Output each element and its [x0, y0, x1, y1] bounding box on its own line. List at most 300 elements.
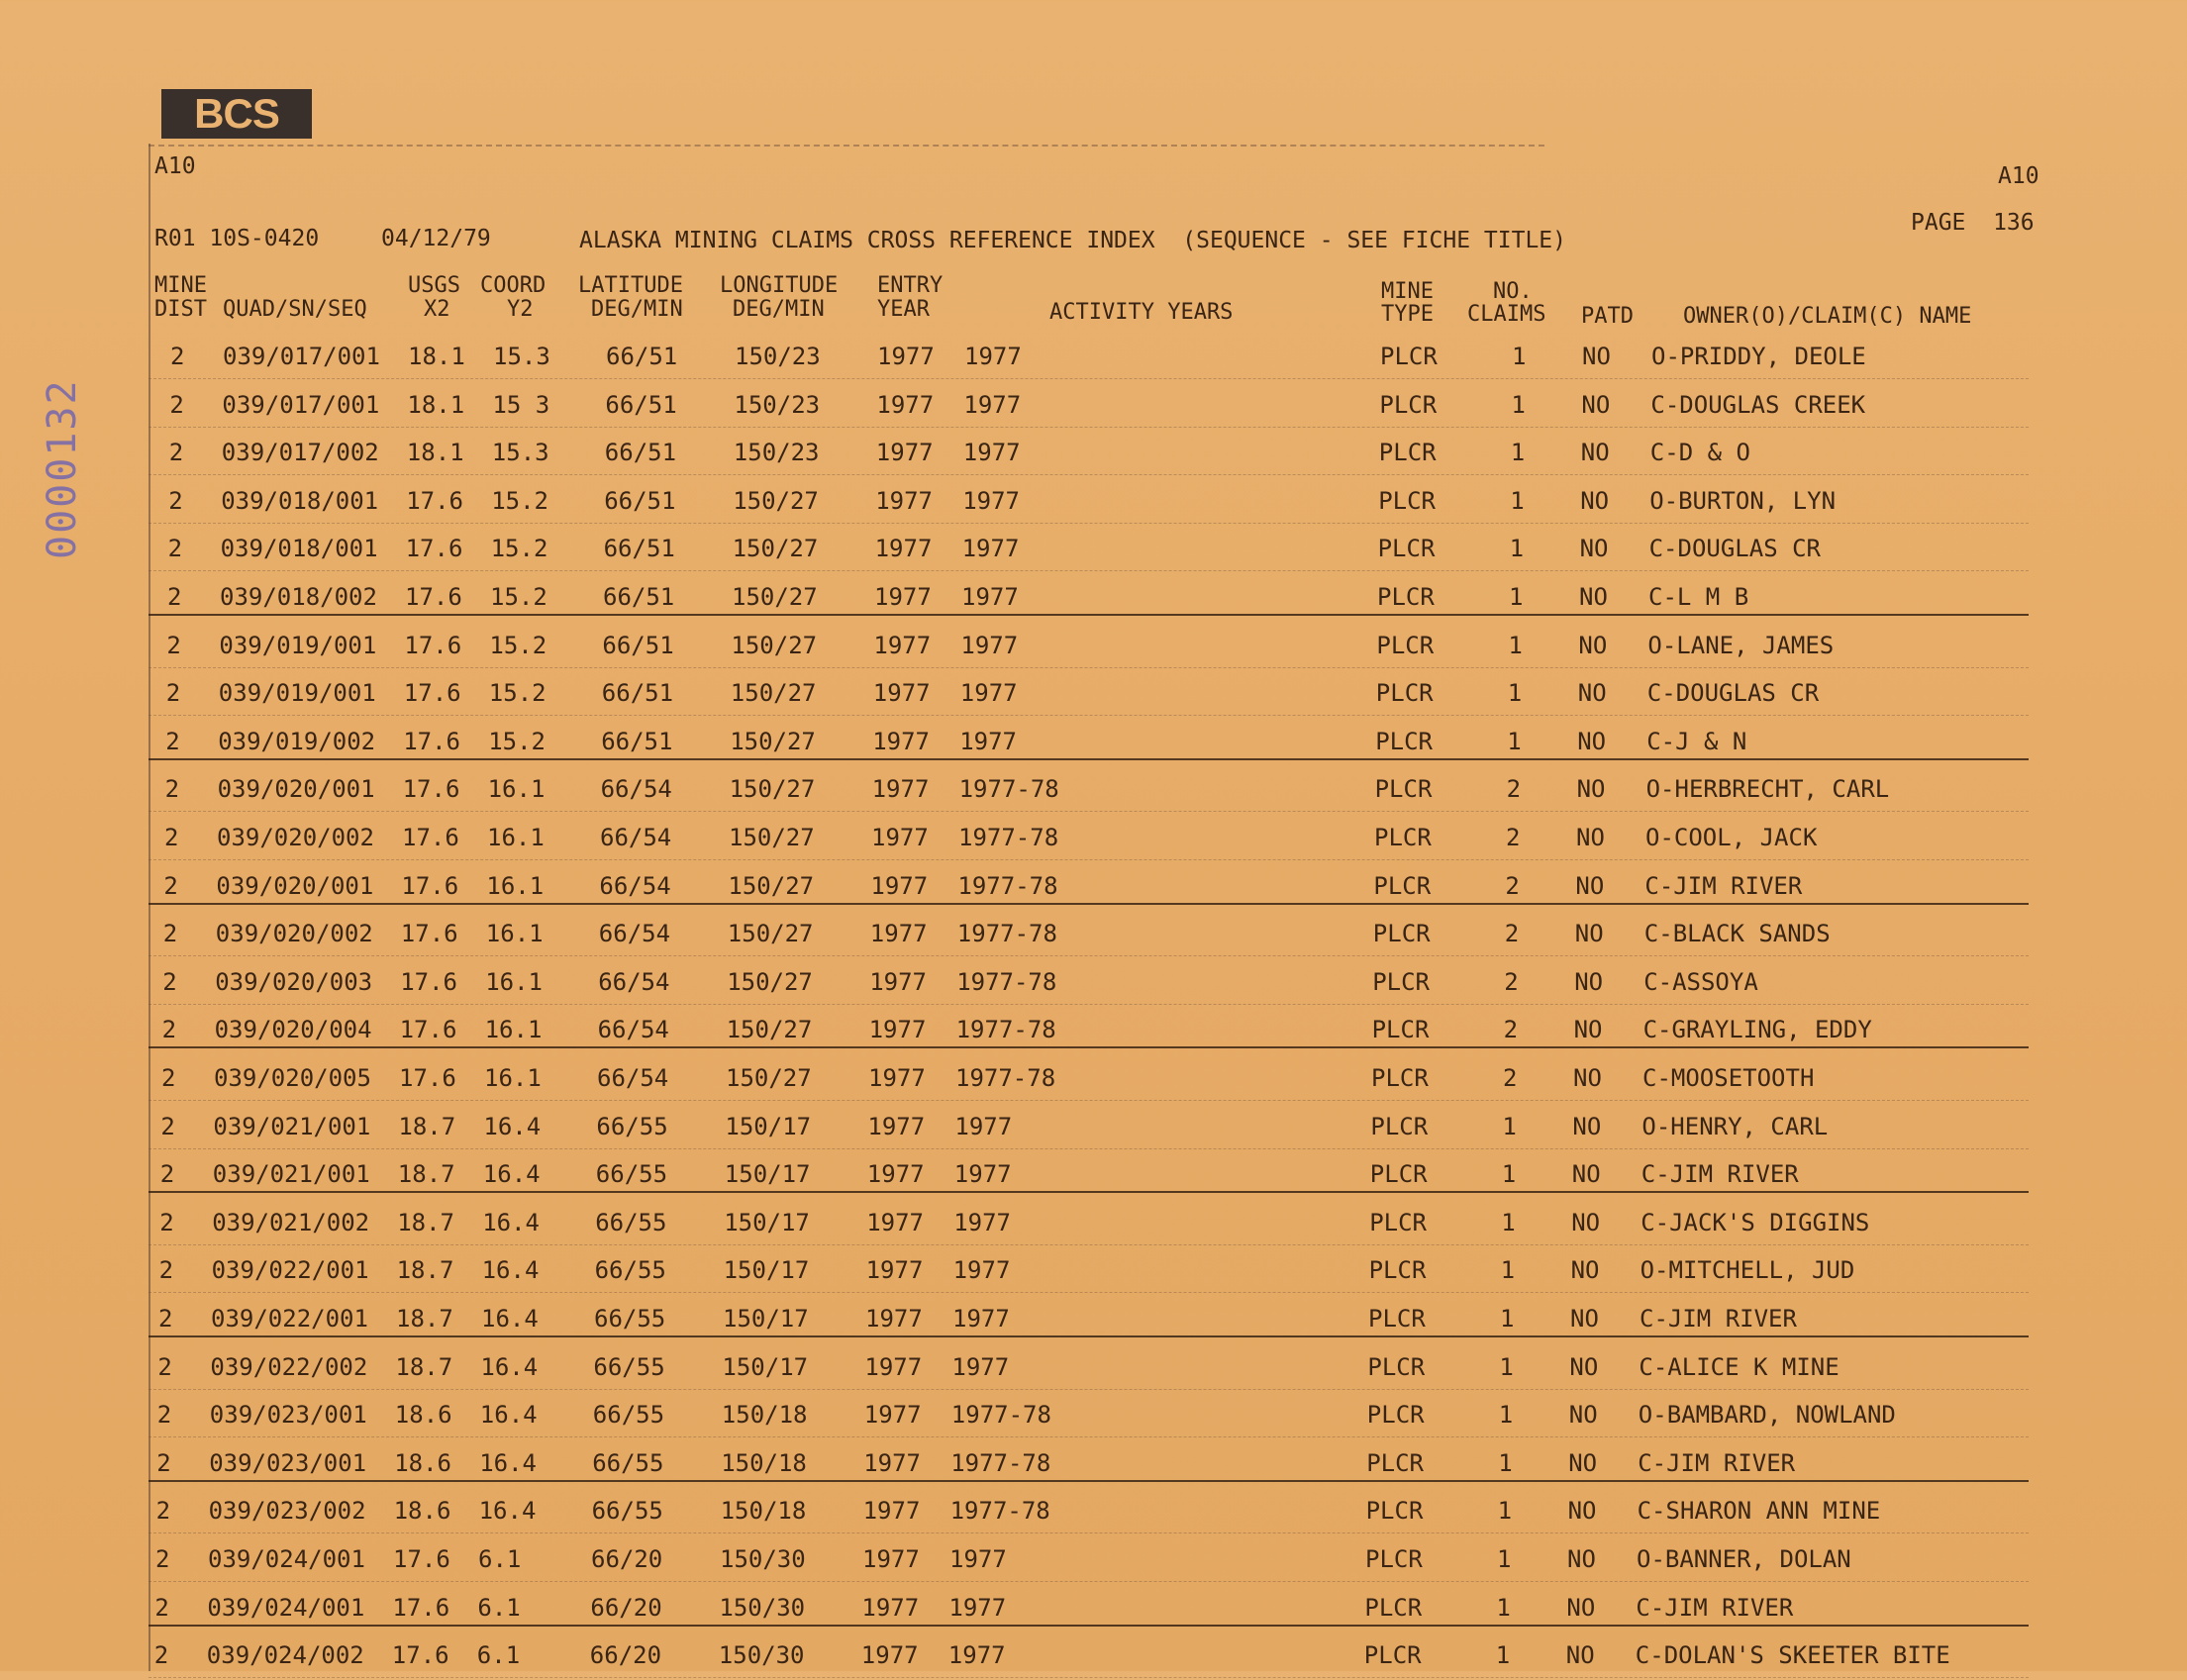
cell-usgs-x2: 17.6: [404, 631, 462, 659]
cell-latitude: 66/55: [591, 1497, 663, 1526]
table-row: [0, 438, 2187, 477]
cell-coord-y2: 15 3: [492, 390, 550, 419]
cell-owner-claim-name: O-BAMBARD, NOWLAND: [1638, 1401, 1896, 1430]
cell-quad: 039/022/001: [211, 1305, 368, 1333]
cell-claims: 2: [1503, 1064, 1518, 1092]
cell-mine-dist: 2: [170, 343, 185, 370]
row-rule: [149, 667, 2029, 668]
cell-longitude: 150/27: [730, 727, 816, 755]
cell-claims: 1: [1502, 1112, 1517, 1140]
cell-owner-claim-name: C-JIM RIVER: [1640, 1160, 1799, 1189]
cell-usgs-x2: 18.1: [406, 439, 464, 467]
cell-usgs-x2: 17.6: [403, 727, 460, 755]
table-row: [0, 1496, 2187, 1535]
row-rule: [149, 1677, 2029, 1678]
cell-longitude: 150/17: [724, 1160, 811, 1189]
cell-owner-claim-name: C-JACK'S DIGGINS: [1640, 1208, 1870, 1236]
cell-quad: 039/020/001: [216, 871, 374, 900]
cell-longitude: 150/30: [718, 1641, 805, 1670]
cell-entry-year: 1977: [872, 727, 930, 755]
cell-quad: 039/023/002: [208, 1497, 366, 1526]
cell-usgs-x2: 18.7: [398, 1112, 456, 1140]
cell-patd: NO: [1565, 1641, 1595, 1670]
cell-latitude: 66/51: [603, 583, 675, 611]
cell-activity-years: 1977-78: [955, 1016, 1056, 1044]
cell-activity-years: 1977: [954, 1112, 1013, 1140]
cell-coord-y2: 16.1: [485, 967, 543, 996]
cell-owner-claim-name: C-J & N: [1646, 727, 1747, 755]
cell-activity-years: 1977: [953, 1160, 1012, 1189]
cell-mine-dist: 2: [153, 1641, 169, 1670]
cell-owner-claim-name: C-SHARON ANN MINE: [1637, 1497, 1881, 1526]
report-id: R01 10S-0420: [154, 226, 320, 251]
cell-latitude: 66/51: [602, 631, 674, 659]
cell-owner-claim-name: O-COOL, JACK: [1645, 824, 1818, 851]
cell-entry-year: 1977: [873, 631, 932, 659]
cell-latitude: 66/20: [591, 1545, 663, 1573]
row-rule: [149, 1148, 2029, 1149]
cell-entry-year: 1977: [865, 1256, 924, 1285]
cell-mine-type: PLCR: [1369, 1208, 1427, 1236]
form-top-border: [149, 145, 1544, 148]
cell-latitude: 66/54: [597, 1064, 669, 1092]
cell-usgs-x2: 17.6: [402, 824, 459, 851]
cell-activity-years: 1977-78: [958, 775, 1059, 804]
table-row: [0, 1593, 2187, 1632]
table-row: [0, 1448, 2187, 1488]
cell-mine-type: PLCR: [1365, 1545, 1423, 1573]
cell-coord-y2: 16.4: [482, 1208, 540, 1236]
cell-patd: NO: [1568, 1401, 1598, 1430]
cell-coord-y2: 15.2: [490, 583, 547, 611]
cell-owner-claim-name: C-L M B: [1648, 583, 1749, 611]
cell-latitude: 66/51: [605, 390, 677, 419]
table-row: [0, 390, 2187, 430]
cell-usgs-x2: 17.6: [399, 1064, 456, 1092]
cell-usgs-x2: 17.6: [393, 1545, 450, 1573]
cell-entry-year: 1977: [875, 486, 933, 515]
cell-owner-claim-name: O-BANNER, DOLAN: [1637, 1545, 1851, 1573]
cell-entry-year: 1977: [872, 679, 931, 708]
cell-activity-years: 1977: [964, 343, 1022, 370]
cell-claims: 1: [1501, 1160, 1517, 1189]
cell-activity-years: 1977: [952, 1305, 1010, 1333]
cell-patd: NO: [1567, 1497, 1597, 1526]
cell-claims: 1: [1511, 390, 1526, 419]
cell-quad: 039/024/001: [207, 1593, 365, 1622]
strike-line: [149, 758, 2029, 760]
cell-mine-type: PLCR: [1375, 679, 1434, 708]
col-longitude-2: DEG/MIN: [733, 297, 825, 322]
cell-longitude: 150/18: [720, 1497, 807, 1526]
table-row: [0, 919, 2187, 958]
cell-patd: NO: [1567, 1545, 1596, 1573]
cell-mine-type: PLCR: [1377, 535, 1436, 563]
cell-patd: NO: [1576, 775, 1606, 804]
row-rule: [149, 523, 2029, 524]
cell-longitude: 150/23: [733, 439, 820, 467]
cell-mine-type: PLCR: [1364, 1593, 1423, 1622]
cell-owner-claim-name: O-PRIDDY, DEOLE: [1651, 343, 1866, 370]
cell-latitude: 66/20: [589, 1641, 662, 1670]
cell-usgs-x2: 18.7: [397, 1208, 454, 1236]
table-row: [0, 1640, 2187, 1680]
cell-claims: 1: [1500, 1305, 1515, 1333]
table-row: [0, 678, 2187, 718]
cell-quad: 039/020/002: [217, 824, 374, 851]
cell-latitude: 66/51: [604, 486, 676, 515]
cell-usgs-x2: 18.7: [396, 1305, 453, 1333]
cell-mine-dist: 2: [164, 824, 179, 851]
cell-mine-dist: 2: [158, 1256, 174, 1285]
cell-owner-claim-name: C-JIM RIVER: [1636, 1593, 1794, 1622]
cell-quad: 039/020/002: [215, 920, 373, 948]
cell-coord-y2: 16.1: [484, 1064, 542, 1092]
cell-entry-year: 1977: [866, 1160, 925, 1189]
row-rule: [149, 859, 2029, 860]
cell-patd: NO: [1581, 390, 1611, 419]
cell-quad: 039/021/001: [212, 1160, 370, 1189]
table-row: [0, 823, 2187, 862]
cell-quad: 039/024/002: [206, 1641, 364, 1670]
cell-activity-years: 1977: [951, 1352, 1010, 1381]
cell-mine-dist: 2: [162, 920, 178, 948]
cell-owner-claim-name: C-DOUGLAS CR: [1648, 535, 1821, 563]
cell-claims: 1: [1507, 679, 1523, 708]
cell-usgs-x2: 18.7: [396, 1256, 454, 1285]
cell-entry-year: 1977: [865, 1305, 923, 1333]
cell-owner-claim-name: C-BLACK SANDS: [1643, 920, 1831, 948]
cell-quad: 039/022/002: [210, 1352, 368, 1381]
cell-activity-years: 1977: [959, 679, 1018, 708]
cell-usgs-x2: 17.6: [402, 775, 460, 804]
cell-patd: NO: [1577, 727, 1607, 755]
cell-claims: 1: [1500, 1256, 1516, 1285]
row-rule: [149, 378, 2029, 379]
cell-mine-dist: 2: [168, 439, 184, 467]
cell-mine-type: PLCR: [1372, 920, 1431, 948]
cell-owner-claim-name: C-D & O: [1649, 439, 1750, 467]
cell-latitude: 66/54: [598, 967, 670, 996]
cell-activity-years: 1977: [962, 439, 1021, 467]
cell-claims: 2: [1503, 1016, 1519, 1044]
cell-owner-claim-name: O-BURTON, LYN: [1649, 486, 1837, 515]
cell-usgs-x2: 17.6: [400, 920, 458, 948]
cell-patd: NO: [1573, 1016, 1603, 1044]
col-quad: QUAD/SN/SEQ: [223, 297, 367, 322]
col-owner: OWNER(O)/CLAIM(C) NAME: [1683, 304, 1972, 329]
cell-activity-years: 1977: [961, 583, 1019, 611]
cell-claims: 2: [1504, 920, 1520, 948]
cell-mine-type: PLCR: [1363, 1641, 1422, 1670]
cell-claims: 1: [1497, 1545, 1512, 1573]
col-usgs-1: USGS: [408, 273, 460, 298]
cell-latitude: 66/55: [594, 1305, 666, 1333]
cell-entry-year: 1977: [861, 1593, 920, 1622]
cell-coord-y2: 16.1: [487, 824, 545, 851]
strike-line: [149, 903, 2029, 905]
strike-line: [149, 1191, 2029, 1193]
cell-mine-dist: 2: [159, 1160, 175, 1189]
cell-entry-year: 1977: [863, 1401, 922, 1430]
cell-patd: NO: [1572, 1112, 1602, 1140]
cell-coord-y2: 16.4: [482, 1160, 541, 1189]
col-coord-1: COORD: [480, 273, 547, 298]
cell-coord-y2: 6.1: [476, 1641, 521, 1670]
cell-entry-year: 1977: [876, 390, 935, 419]
cell-claims: 1: [1512, 343, 1527, 370]
cell-activity-years: 1977-78: [950, 1448, 1051, 1477]
cell-claims: 1: [1499, 1352, 1514, 1381]
cell-patd: NO: [1576, 824, 1605, 851]
cell-activity-years: 1977-78: [949, 1497, 1050, 1526]
cell-longitude: 150/17: [723, 1256, 810, 1285]
cell-coord-y2: 15.2: [488, 727, 546, 755]
cell-entry-year: 1977: [874, 583, 932, 611]
cell-patd: NO: [1580, 439, 1610, 467]
table-row: [0, 1352, 2187, 1392]
cell-patd: NO: [1575, 871, 1605, 900]
cell-claims: 2: [1506, 775, 1522, 804]
bcs-logo: BCS: [161, 89, 312, 139]
strike-line: [149, 1046, 2029, 1048]
cell-usgs-x2: 18.1: [407, 390, 465, 419]
cell-longitude: 150/27: [731, 631, 818, 659]
cell-mine-type: PLCR: [1380, 343, 1438, 370]
cell-longitude: 150/27: [730, 679, 817, 708]
cell-longitude: 150/17: [723, 1305, 809, 1333]
cell-activity-years: 1977: [949, 1545, 1007, 1573]
cell-activity-years: 1977: [952, 1256, 1011, 1285]
cell-longitude: 150/17: [724, 1208, 810, 1236]
cell-claims: 1: [1510, 486, 1525, 515]
cell-mine-dist: 2: [154, 1593, 169, 1622]
cell-activity-years: 1977: [947, 1641, 1006, 1670]
cell-mine-dist: 2: [169, 390, 184, 419]
cell-coord-y2: 15.3: [493, 343, 550, 370]
cell-patd: NO: [1580, 486, 1610, 515]
cell-activity-years: 1977-78: [950, 1401, 1051, 1430]
cell-longitude: 150/17: [725, 1112, 812, 1140]
cell-owner-claim-name: C-MOOSETOOTH: [1642, 1064, 1815, 1092]
cell-entry-year: 1977: [863, 1448, 921, 1477]
col-coord-2: Y2: [507, 297, 534, 322]
cell-quad: 039/020/003: [215, 967, 373, 996]
cell-mine-type: PLCR: [1367, 1352, 1426, 1381]
cell-coord-y2: 15.2: [489, 631, 547, 659]
table-row: [0, 1304, 2187, 1343]
cell-usgs-x2: 17.6: [401, 871, 459, 900]
cell-activity-years: 1977: [959, 727, 1017, 755]
cell-quad: 039/023/001: [209, 1448, 367, 1477]
cell-activity-years: 1977: [960, 631, 1019, 659]
cell-claims: 1: [1501, 1208, 1516, 1236]
cell-mine-dist: 2: [155, 1545, 170, 1573]
cell-coord-y2: 16.4: [481, 1256, 540, 1285]
cell-usgs-x2: 18.6: [394, 1401, 452, 1430]
table-row: [0, 1255, 2187, 1295]
row-rule: [149, 1100, 2029, 1101]
cell-usgs-x2: 17.6: [392, 1593, 450, 1622]
cell-patd: NO: [1574, 920, 1604, 948]
table-row: [0, 727, 2187, 766]
cell-entry-year: 1977: [864, 1352, 923, 1381]
cell-coord-y2: 16.1: [486, 871, 545, 900]
cell-mine-type: PLCR: [1371, 1016, 1430, 1044]
col-mine-type-1: MINE: [1381, 279, 1434, 304]
cell-quad: 039/018/002: [220, 583, 377, 611]
col-entry-2: YEAR: [877, 297, 930, 322]
cell-mine-dist: 2: [164, 775, 180, 804]
cell-entry-year: 1977: [862, 1497, 921, 1526]
row-rule: [149, 1532, 2029, 1533]
cell-coord-y2: 16.4: [480, 1352, 539, 1381]
cell-owner-claim-name: C-ALICE K MINE: [1639, 1352, 1839, 1381]
cell-coord-y2: 16.1: [487, 775, 546, 804]
cell-patd: NO: [1574, 967, 1604, 996]
cell-owner-claim-name: C-DOUGLAS CREEK: [1650, 390, 1866, 419]
cell-mine-type: PLCR: [1375, 727, 1433, 755]
cell-coord-y2: 16.4: [483, 1112, 542, 1140]
cell-entry-year: 1977: [868, 1016, 927, 1044]
cell-longitude: 150/27: [728, 871, 815, 900]
cell-patd: NO: [1570, 1305, 1599, 1333]
strike-line: [149, 614, 2029, 616]
cell-quad: 039/018/001: [220, 535, 378, 563]
cell-mine-type: PLCR: [1371, 1064, 1429, 1092]
cell-activity-years: 1977: [963, 390, 1022, 419]
cell-claims: 1: [1495, 1641, 1511, 1670]
col-mine-dist-2: DIST: [154, 297, 207, 322]
cell-claims: 1: [1498, 1401, 1514, 1430]
cell-latitude: 66/54: [597, 1016, 669, 1044]
cell-usgs-x2: 17.6: [406, 486, 463, 515]
row-rule: [149, 1581, 2029, 1582]
cell-claims: 1: [1507, 727, 1522, 755]
cell-longitude: 150/30: [719, 1593, 806, 1622]
row-rule: [149, 474, 2029, 475]
cell-activity-years: 1977-78: [956, 967, 1057, 996]
cell-owner-claim-name: O-HENRY, CARL: [1641, 1112, 1829, 1140]
table-row: [0, 1400, 2187, 1439]
cell-latitude: 66/55: [595, 1160, 668, 1189]
cell-longitude: 150/27: [729, 824, 815, 851]
cell-latitude: 66/54: [600, 824, 672, 851]
cell-longitude: 150/27: [733, 486, 819, 515]
col-claims-1: NO.: [1493, 279, 1533, 304]
cell-mine-dist: 2: [163, 871, 178, 900]
cell-mine-type: PLCR: [1379, 390, 1438, 419]
cell-longitude: 150/23: [735, 343, 821, 370]
cell-claims: 2: [1505, 871, 1520, 900]
cell-coord-y2: 16.1: [484, 1016, 543, 1044]
cell-patd: NO: [1579, 535, 1609, 563]
strike-line: [149, 1480, 2029, 1482]
row-rule: [149, 427, 2029, 428]
cell-usgs-x2: 18.6: [394, 1448, 451, 1477]
cell-mine-type: PLCR: [1374, 775, 1433, 804]
row-rule: [149, 1244, 2029, 1245]
cell-mine-type: PLCR: [1377, 583, 1435, 611]
cell-mine-type: PLCR: [1366, 1401, 1425, 1430]
cell-coord-y2: 6.1: [477, 1593, 521, 1622]
cell-latitude: 66/55: [593, 1352, 665, 1381]
row-rule: [149, 715, 2029, 716]
cell-activity-years: 1977: [962, 486, 1020, 515]
report-date: 04/12/79: [381, 226, 491, 251]
cell-quad: 039/018/001: [221, 486, 379, 515]
table-row: [0, 486, 2187, 526]
cell-activity-years: 1977-78: [956, 920, 1057, 948]
cell-quad: 039/019/001: [218, 679, 376, 708]
table-row: [0, 534, 2187, 573]
cell-longitude: 150/18: [721, 1448, 807, 1477]
doc-code-right: A10: [1998, 163, 2039, 189]
table-row: [0, 1112, 2187, 1151]
cell-claims: 2: [1506, 824, 1521, 851]
cell-mine-dist: 2: [159, 1208, 174, 1236]
cell-longitude: 150/27: [727, 920, 814, 948]
col-longitude-1: LONGITUDE: [720, 273, 839, 298]
cell-activity-years: 1977-78: [955, 1064, 1056, 1092]
cell-latitude: 66/55: [592, 1448, 664, 1477]
cell-longitude: 150/17: [722, 1352, 809, 1381]
cell-latitude: 66/55: [596, 1112, 668, 1140]
cell-mine-type: PLCR: [1378, 486, 1436, 515]
cell-quad: 039/020/005: [214, 1064, 371, 1092]
cell-longitude: 150/27: [729, 775, 816, 804]
strike-line: [149, 1625, 2029, 1627]
cell-patd: NO: [1570, 1256, 1600, 1285]
cell-entry-year: 1977: [871, 824, 929, 851]
cell-owner-claim-name: C-ASSOYA: [1643, 967, 1758, 996]
row-rule: [149, 1436, 2029, 1437]
col-mine-type-2: TYPE: [1381, 302, 1434, 327]
cell-patd: NO: [1571, 1160, 1601, 1189]
col-latitude-1: LATITUDE: [578, 273, 683, 298]
cell-claims: 1: [1497, 1497, 1513, 1526]
cell-latitude: 66/54: [599, 871, 671, 900]
cell-patd: NO: [1573, 1064, 1602, 1092]
cell-claims: 1: [1496, 1593, 1511, 1622]
cell-coord-y2: 15.2: [488, 679, 547, 708]
row-rule: [149, 1292, 2029, 1293]
doc-code-left: A10: [154, 153, 196, 179]
cell-mine-type: PLCR: [1378, 439, 1437, 467]
cell-mine-dist: 2: [160, 1112, 175, 1140]
cell-mine-dist: 2: [167, 583, 182, 611]
cell-latitude: 66/20: [590, 1593, 662, 1622]
cell-quad: 039/017/002: [221, 439, 379, 467]
cell-usgs-x2: 18.6: [393, 1497, 451, 1526]
cell-mine-type: PLCR: [1376, 631, 1435, 659]
cell-entry-year: 1977: [867, 1112, 926, 1140]
cell-usgs-x2: 17.6: [405, 583, 462, 611]
cell-owner-claim-name: C-JIM RIVER: [1644, 871, 1803, 900]
cell-mine-dist: 2: [166, 631, 181, 659]
cell-activity-years: 1977-78: [958, 824, 1059, 851]
table-row: [0, 1159, 2187, 1199]
row-rule: [149, 811, 2029, 812]
col-activity: ACTIVITY YEARS: [1049, 300, 1234, 325]
cell-activity-years: 1977: [953, 1208, 1011, 1236]
cell-claims: 1: [1510, 439, 1526, 467]
page-number: PAGE 136: [1911, 210, 2035, 236]
cell-longitude: 150/23: [734, 390, 821, 419]
cell-owner-claim-name: O-LANE, JAMES: [1647, 631, 1835, 659]
cell-quad: 039/017/001: [222, 390, 380, 419]
cell-mine-dist: 2: [156, 1401, 172, 1430]
